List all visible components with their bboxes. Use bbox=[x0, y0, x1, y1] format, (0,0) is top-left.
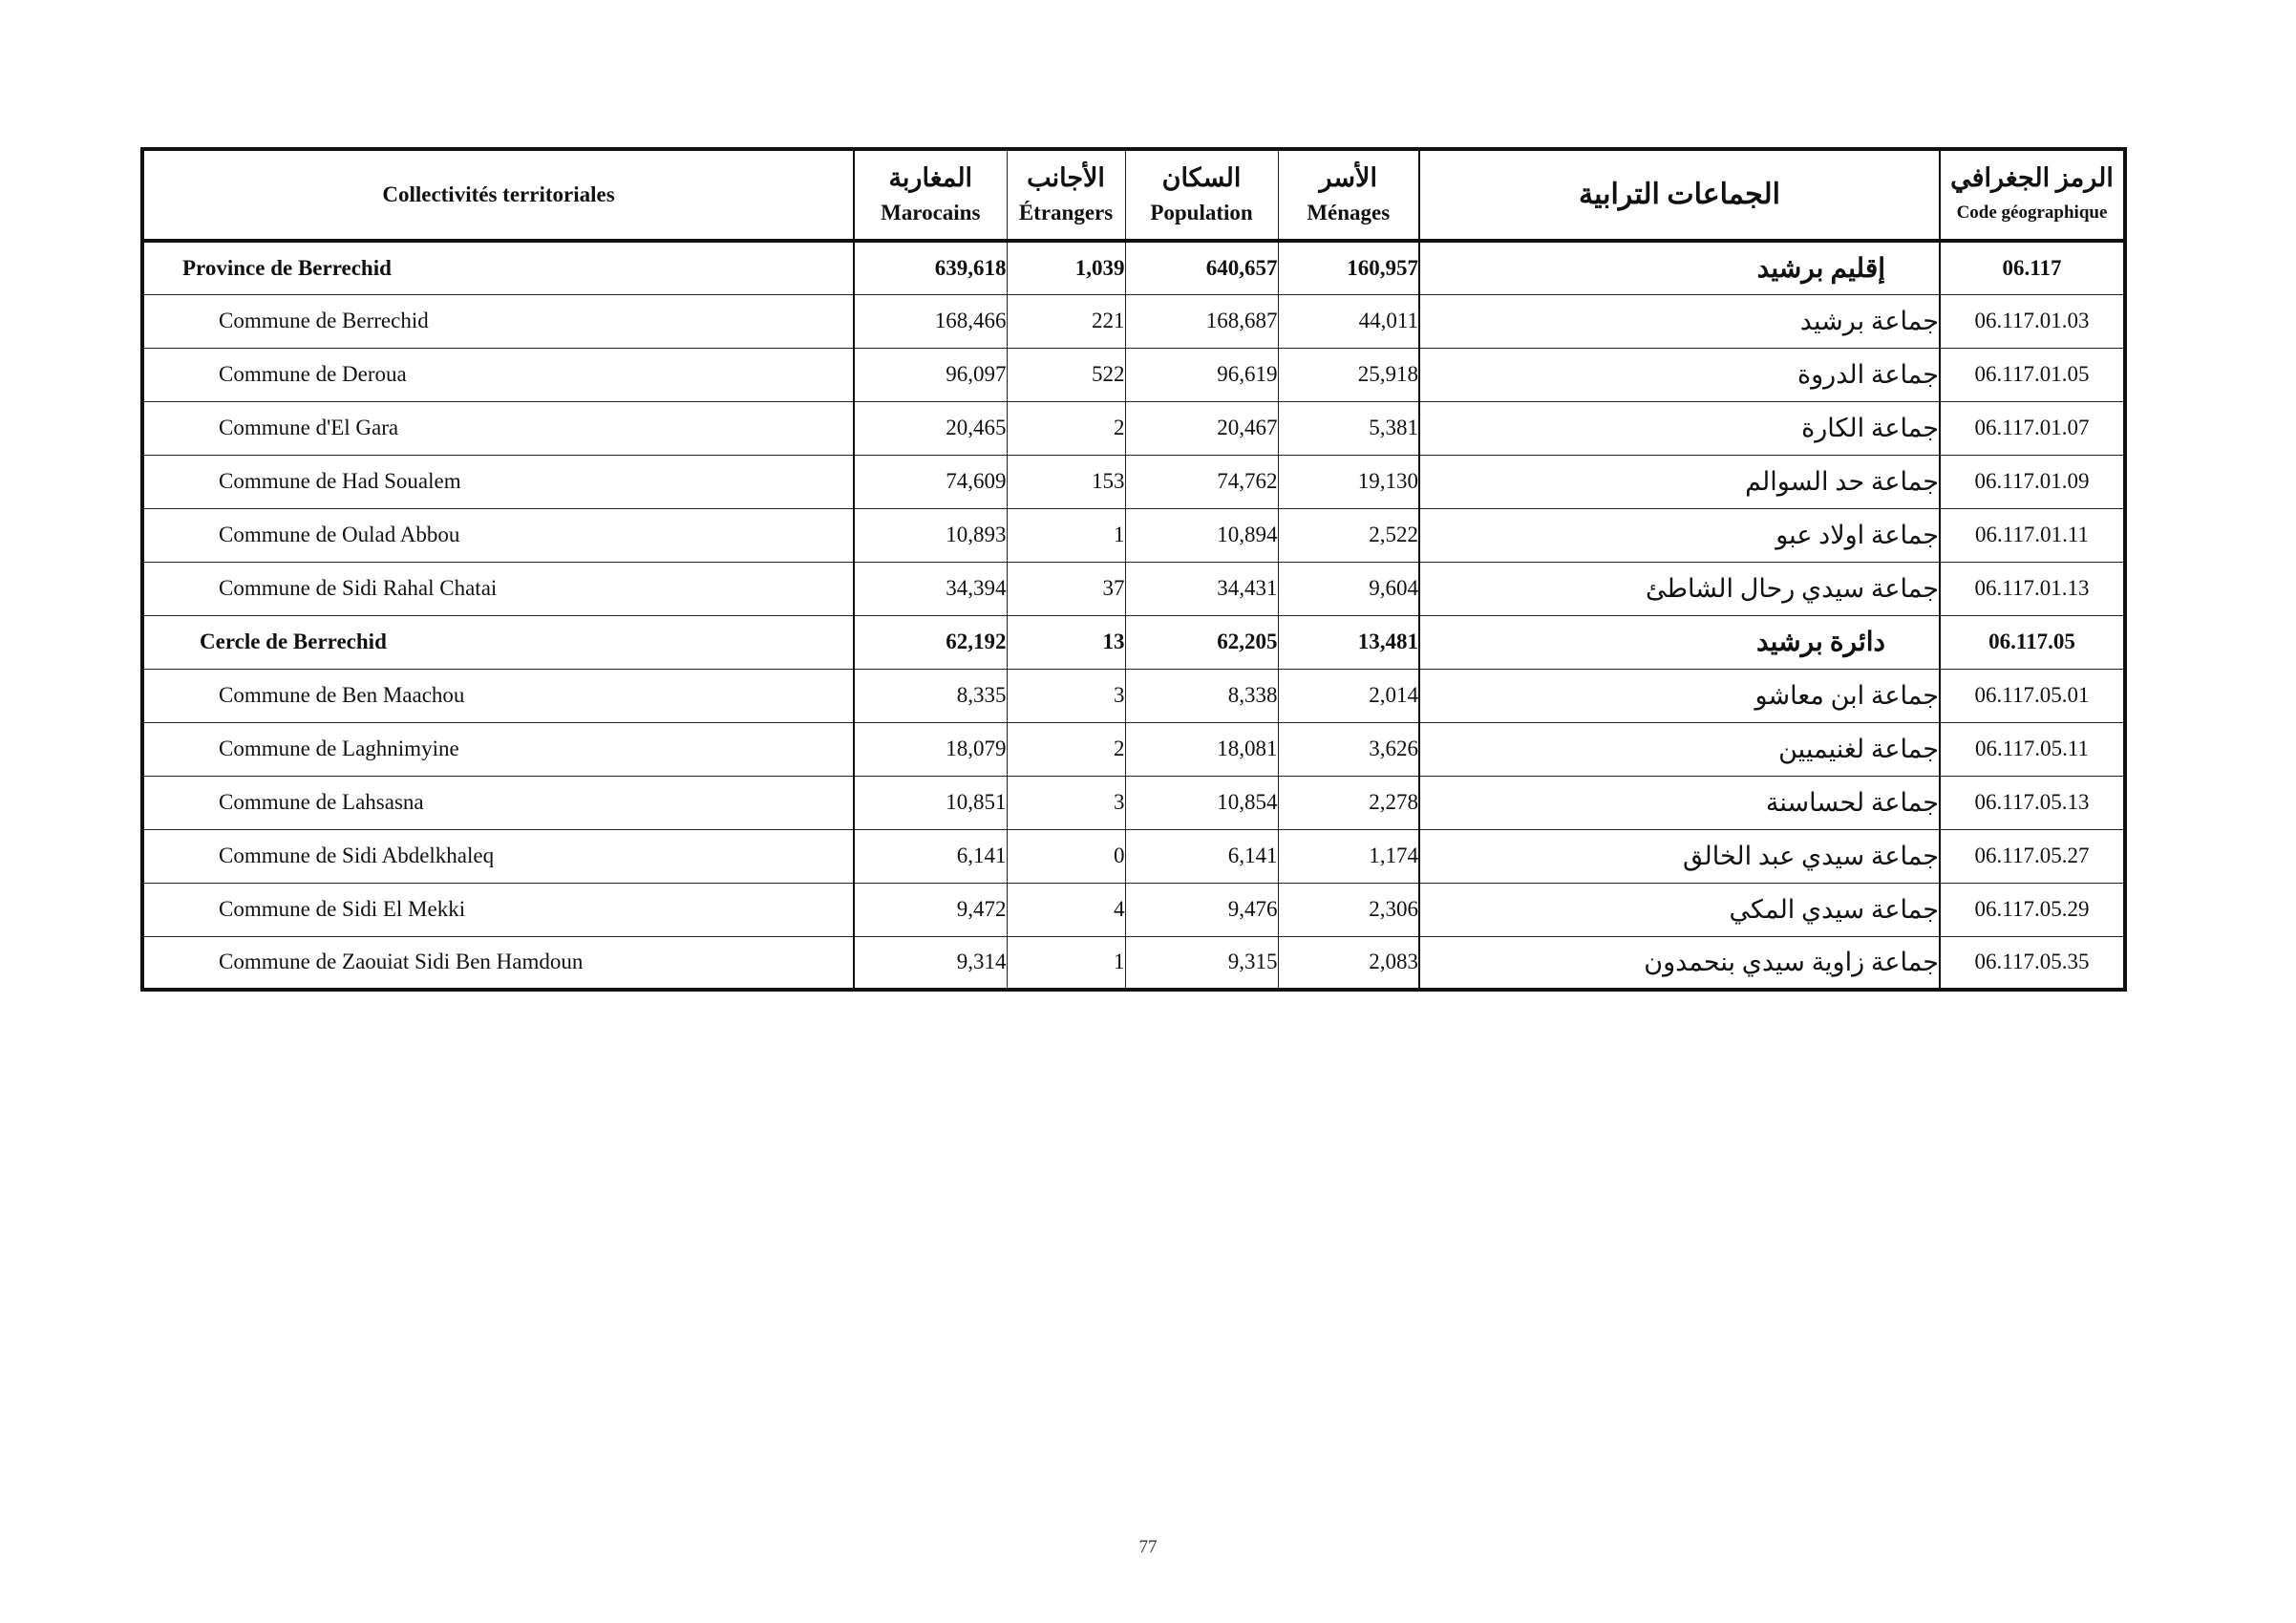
cell-marocains: 6,141 bbox=[854, 829, 1007, 883]
cell-menages: 2,522 bbox=[1278, 508, 1419, 562]
cell-etrangers: 3 bbox=[1007, 776, 1125, 829]
cell-marocains: 639,618 bbox=[854, 241, 1007, 294]
cell-population: 20,467 bbox=[1125, 401, 1278, 455]
collectivite-label: Commune de Sidi Rahal Chatai bbox=[219, 576, 498, 600]
header-menages-ar: الأسر bbox=[1319, 163, 1377, 192]
cell-code: 06.117.05.11 bbox=[1940, 722, 2125, 776]
header-etrangers-ar: الأجانب bbox=[1027, 163, 1105, 192]
header-menages bbox=[1278, 149, 1419, 241]
cell-collectivite-fr bbox=[142, 241, 854, 294]
table-row bbox=[142, 776, 2125, 829]
table-row bbox=[142, 348, 2125, 401]
cell-marocains: 62,192 bbox=[854, 615, 1007, 669]
cell-code: 06.117.05.01 bbox=[1940, 669, 2125, 722]
header-row bbox=[142, 149, 2125, 241]
cell-collectivite-fr bbox=[142, 615, 854, 669]
collectivite-label: Cercle de Berrechid bbox=[200, 630, 387, 653]
table-row bbox=[142, 722, 2125, 776]
census-table bbox=[140, 147, 2127, 992]
cell-collectivite-fr bbox=[142, 883, 854, 936]
header-code-ar: الرمز الجغرافي bbox=[1950, 163, 2114, 192]
cell-population: 9,315 bbox=[1125, 936, 1278, 990]
collectivite-label: Commune de Laghnimyine bbox=[219, 737, 459, 760]
cell-menages: 160,957 bbox=[1278, 241, 1419, 294]
header-population bbox=[1125, 149, 1278, 241]
cell-menages: 2,306 bbox=[1278, 883, 1419, 936]
cell-collectivite-fr bbox=[142, 669, 854, 722]
cell-code: 06.117.05 bbox=[1940, 615, 2125, 669]
cell-marocains: 10,851 bbox=[854, 776, 1007, 829]
cell-jamaa-ar: جماعة سيدي رحال الشاطئ bbox=[1419, 562, 1940, 615]
header-collectivites-label: Collectivités territoriales bbox=[382, 182, 615, 206]
header-code-fr: Code géographique bbox=[1956, 203, 2108, 223]
cell-population: 168,687 bbox=[1125, 294, 1278, 348]
cell-etrangers: 37 bbox=[1007, 562, 1125, 615]
cell-marocains: 74,609 bbox=[854, 455, 1007, 508]
cell-population: 10,894 bbox=[1125, 508, 1278, 562]
header-marocains bbox=[854, 149, 1007, 241]
cell-menages: 19,130 bbox=[1278, 455, 1419, 508]
header-code bbox=[1940, 149, 2125, 241]
cell-collectivite-fr bbox=[142, 401, 854, 455]
cell-population: 74,762 bbox=[1125, 455, 1278, 508]
cell-code: 06.117.01.09 bbox=[1940, 455, 2125, 508]
cell-menages: 5,381 bbox=[1278, 401, 1419, 455]
table-row bbox=[142, 883, 2125, 936]
cell-etrangers: 522 bbox=[1007, 348, 1125, 401]
cell-code: 06.117 bbox=[1940, 241, 2125, 294]
collectivite-label: Commune de Ben Maachou bbox=[219, 683, 465, 707]
cell-menages: 25,918 bbox=[1278, 348, 1419, 401]
cell-jamaa-ar: جماعة برشيد bbox=[1419, 294, 1940, 348]
collectivite-label: Commune de Sidi Abdelkhaleq bbox=[219, 844, 495, 867]
cell-marocains: 10,893 bbox=[854, 508, 1007, 562]
cell-collectivite-fr bbox=[142, 294, 854, 348]
cell-collectivite-fr bbox=[142, 936, 854, 990]
cell-etrangers: 3 bbox=[1007, 669, 1125, 722]
cell-population: 640,657 bbox=[1125, 241, 1278, 294]
cell-jamaa-ar: جماعة سيدي عبد الخالق bbox=[1419, 829, 1940, 883]
header-population-fr: Population bbox=[1150, 201, 1253, 224]
cell-population: 18,081 bbox=[1125, 722, 1278, 776]
cell-marocains: 9,314 bbox=[854, 936, 1007, 990]
cell-marocains: 96,097 bbox=[854, 348, 1007, 401]
cell-etrangers: 0 bbox=[1007, 829, 1125, 883]
collectivite-label: Commune de Oulad Abbou bbox=[219, 523, 460, 546]
table-row bbox=[142, 401, 2125, 455]
cell-code: 06.117.01.05 bbox=[1940, 348, 2125, 401]
table-row bbox=[142, 615, 2125, 669]
cell-jamaa-ar: جماعة حد السوالم bbox=[1419, 455, 1940, 508]
header-marocains-fr: Marocains bbox=[881, 201, 981, 224]
cell-jamaa-ar: جماعة اولاد عبو bbox=[1419, 508, 1940, 562]
cell-marocains: 18,079 bbox=[854, 722, 1007, 776]
cell-jamaa-ar: جماعة الكارة bbox=[1419, 401, 1940, 455]
collectivite-label: Commune de Deroua bbox=[219, 362, 407, 386]
cell-collectivite-fr bbox=[142, 722, 854, 776]
cell-code: 06.117.01.03 bbox=[1940, 294, 2125, 348]
cell-menages: 2,014 bbox=[1278, 669, 1419, 722]
header-collectivites bbox=[142, 149, 854, 241]
cell-etrangers: 2 bbox=[1007, 401, 1125, 455]
cell-etrangers: 1 bbox=[1007, 936, 1125, 990]
cell-jamaa-ar: جماعة لغنيميين bbox=[1419, 722, 1940, 776]
collectivite-label: Commune de Berrechid bbox=[219, 309, 429, 332]
header-jamaat bbox=[1419, 149, 1940, 241]
cell-code: 06.117.05.35 bbox=[1940, 936, 2125, 990]
cell-marocains: 8,335 bbox=[854, 669, 1007, 722]
cell-population: 62,205 bbox=[1125, 615, 1278, 669]
cell-jamaa-ar: جماعة ابن معاشو bbox=[1419, 669, 1940, 722]
cell-etrangers: 2 bbox=[1007, 722, 1125, 776]
cell-collectivite-fr bbox=[142, 348, 854, 401]
table-row bbox=[142, 455, 2125, 508]
cell-code: 06.117.01.13 bbox=[1940, 562, 2125, 615]
cell-etrangers: 221 bbox=[1007, 294, 1125, 348]
header-marocains-ar: المغاربة bbox=[888, 163, 973, 192]
cell-etrangers: 13 bbox=[1007, 615, 1125, 669]
collectivite-label: Commune de Had Soualem bbox=[219, 469, 461, 493]
cell-code: 06.117.01.11 bbox=[1940, 508, 2125, 562]
cell-population: 34,431 bbox=[1125, 562, 1278, 615]
cell-marocains: 34,394 bbox=[854, 562, 1007, 615]
cell-etrangers: 4 bbox=[1007, 883, 1125, 936]
table-row bbox=[142, 294, 2125, 348]
cell-collectivite-fr bbox=[142, 829, 854, 883]
collectivite-label: Commune de Sidi El Mekki bbox=[219, 897, 466, 921]
cell-etrangers: 153 bbox=[1007, 455, 1125, 508]
collectivite-label: Commune d'El Gara bbox=[219, 416, 399, 439]
cell-menages: 44,011 bbox=[1278, 294, 1419, 348]
cell-collectivite-fr bbox=[142, 455, 854, 508]
cell-collectivite-fr bbox=[142, 776, 854, 829]
cell-menages: 13,481 bbox=[1278, 615, 1419, 669]
cell-code: 06.117.05.27 bbox=[1940, 829, 2125, 883]
cell-menages: 2,278 bbox=[1278, 776, 1419, 829]
cell-etrangers: 1,039 bbox=[1007, 241, 1125, 294]
cell-population: 6,141 bbox=[1125, 829, 1278, 883]
cell-population: 96,619 bbox=[1125, 348, 1278, 401]
header-etrangers bbox=[1007, 149, 1125, 241]
cell-menages: 2,083 bbox=[1278, 936, 1419, 990]
cell-menages: 3,626 bbox=[1278, 722, 1419, 776]
table-row bbox=[142, 562, 2125, 615]
cell-jamaa-ar: جماعة الدروة bbox=[1419, 348, 1940, 401]
cell-code: 06.117.05.29 bbox=[1940, 883, 2125, 936]
cell-population: 9,476 bbox=[1125, 883, 1278, 936]
cell-code: 06.117.01.07 bbox=[1940, 401, 2125, 455]
table-row bbox=[142, 669, 2125, 722]
table-row bbox=[142, 508, 2125, 562]
table-row bbox=[142, 241, 2125, 294]
table-row bbox=[142, 936, 2125, 990]
cell-jamaa-ar: جماعة لحساسنة bbox=[1419, 776, 1940, 829]
cell-marocains: 9,472 bbox=[854, 883, 1007, 936]
cell-marocains: 168,466 bbox=[854, 294, 1007, 348]
cell-collectivite-fr bbox=[142, 562, 854, 615]
cell-jamaa-ar: جماعة زاوية سيدي بنحمدون bbox=[1419, 936, 1940, 990]
header-menages-fr: Ménages bbox=[1307, 201, 1391, 224]
cell-population: 10,854 bbox=[1125, 776, 1278, 829]
table-row bbox=[142, 829, 2125, 883]
header-jamaat-label: الجماعات الترابية bbox=[1578, 179, 1780, 210]
cell-collectivite-fr bbox=[142, 508, 854, 562]
collectivite-label: Province de Berrechid bbox=[182, 255, 392, 280]
cell-jamaa-ar: جماعة سيدي المكي bbox=[1419, 883, 1940, 936]
cell-population: 8,338 bbox=[1125, 669, 1278, 722]
collectivite-label: Commune de Zaouiat Sidi Ben Hamdoun bbox=[219, 950, 584, 974]
cell-code: 06.117.05.13 bbox=[1940, 776, 2125, 829]
collectivite-label: Commune de Lahsasna bbox=[219, 790, 424, 814]
page-number: 77 bbox=[1138, 1537, 1158, 1557]
cell-etrangers: 1 bbox=[1007, 508, 1125, 562]
cell-jamaa-ar: إقليم برشيد bbox=[1419, 241, 1940, 294]
cell-menages: 9,604 bbox=[1278, 562, 1419, 615]
table-header bbox=[142, 149, 2125, 241]
header-population-ar: السكان bbox=[1161, 163, 1242, 192]
cell-menages: 1,174 bbox=[1278, 829, 1419, 883]
header-etrangers-fr: Étrangers bbox=[1018, 201, 1114, 224]
cell-marocains: 20,465 bbox=[854, 401, 1007, 455]
cell-jamaa-ar: دائرة برشيد bbox=[1419, 615, 1940, 669]
table-body bbox=[142, 241, 2125, 990]
